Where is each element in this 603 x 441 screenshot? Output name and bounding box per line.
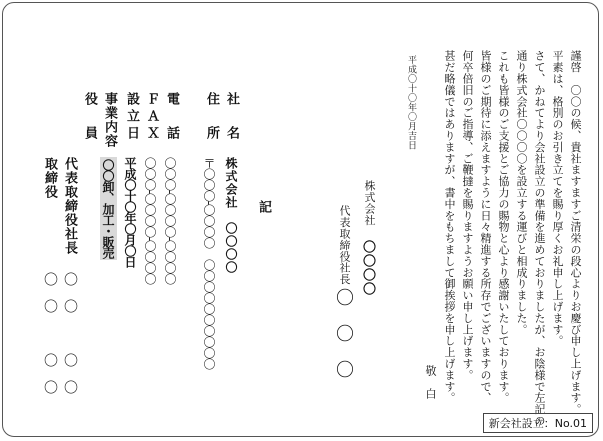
officers-label: 役 員 (82, 92, 97, 143)
detail-label-company: 社 名 (224, 92, 239, 143)
letter-line-6: 皆様のご期待に添えますように日々精進する所存でございますので、 (479, 50, 492, 404)
sender-company: 株式会社 (363, 180, 376, 226)
letter-line-1: 謹啓 〇〇の候、貴社ますますご清栄の段心よりお慶び申し上げます。 (569, 50, 582, 415)
date-line: 平成〇十〇年〇月吉日 (406, 55, 416, 150)
detail-label-fax: ＦＡＸ (144, 92, 159, 143)
officer-title-president: 代表取締役社長 (62, 157, 77, 255)
officer-name-director: 〇〇 〇〇 (42, 272, 58, 407)
officer-name-president: 〇〇 〇〇 (62, 272, 78, 407)
detail-value-founded: 平成〇十〇年〇月〇日 (123, 157, 137, 267)
letter-line-8: 甚だ略儀ではありますが、書中をもちまして御挨拶を申し上げます。 (443, 50, 456, 404)
closing-keihaku: 敬白 (424, 365, 437, 411)
letter-line-2: 平素は、格別のお引き立てを賜り厚くお礼申し上げます。 (551, 50, 564, 347)
ki-heading: 記 (256, 200, 271, 217)
footer-tag: 新会社設立：No.01 (483, 413, 593, 433)
detail-value-fax: 〇〇〇-〇〇〇〇-〇〇〇〇 (143, 157, 157, 285)
detail-label-business: 事業内容 (102, 92, 117, 148)
letter-line-4: 通り株式会社〇〇〇〇を設立する運びと相成りました。 (515, 50, 528, 335)
detail-value-company: 株式会社 〇〇〇〇 (224, 157, 238, 274)
sender-name: 〇〇〇 (333, 288, 354, 396)
detail-label-address: 住 所 (204, 92, 219, 143)
detail-label-phone: 電 話 (164, 92, 179, 143)
detail-value-business: 〇〇卸、加工・販売 (101, 159, 115, 258)
letter-line-5: これも皆様のご支援とご協力の賜物と心より感謝いたしております。 (497, 50, 510, 404)
letter-line-7: 何卒倍旧のご指導、ご鞭撻を賜りますようお願い申し上げます。 (461, 50, 474, 381)
detail-label-founded: 設立日 (124, 92, 139, 143)
detail-value-phone: 〇〇〇-〇〇〇〇-〇〇〇〇 (163, 157, 177, 285)
sender-title: 代表取締役社長 (338, 205, 351, 285)
detail-value-address: 〒〇〇〇-〇〇〇〇 〇〇〇〇〇〇〇〇〇〇 (202, 157, 216, 370)
officer-title-director: 取締役 (42, 157, 57, 199)
sender-company-name: 〇〇〇〇 (360, 240, 375, 296)
letter-line-3: さて、かねてより会社設立の準備を進めておりましたが、お陰様で左記の (533, 50, 546, 427)
